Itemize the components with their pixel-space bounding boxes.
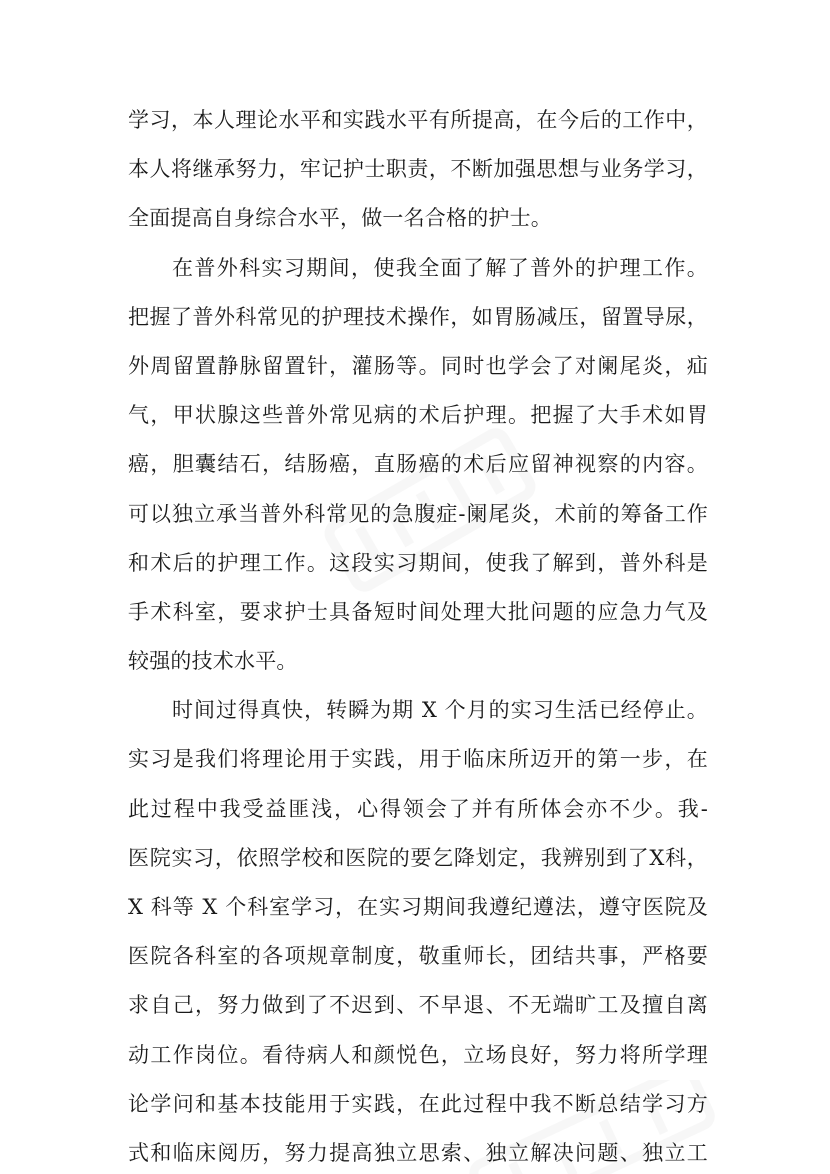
text-line: 式和临床阅历，努力提高独立思索、独立解决问题、独立工 [128, 1140, 708, 1165]
paragraph-1 [128, 96, 708, 244]
text-line: 可以独立承当普外科常见的急腹症-阑尾炎，术前的筹备工作 [128, 501, 708, 526]
text-line: 手术科室，要求护士具备短时间处理大批问题的应急力气及 [128, 599, 708, 624]
text-line: 时间过得真快，转瞬为期 X 个月的实习生活已经停止。 [172, 698, 708, 723]
text-line: X 科等 X 个科室学习，在实习期间我遵纪遵法，遵守医院及 [128, 895, 708, 919]
text-line: 动工作岗位。看待病人和颜悦色，立场良好，努力将所学理 [128, 1042, 708, 1067]
text-line: 把握了普外科常见的护理技术操作，如胃肠减压，留置导尿， [128, 304, 708, 329]
paragraph-2 [128, 244, 708, 687]
paragraph-3 [128, 686, 708, 1174]
text-line: 学习，本人理论水平和实践水平有所提高，在今后的工作中， [128, 108, 708, 132]
text-line: 和术后的护理工作。这段实习期间，使我了解到，普外科是 [128, 550, 708, 575]
text-line: 在普外科实习期间，使我全面了解了普外的护理工作。 [172, 255, 708, 280]
text-line: 医院各科室的各项规章制度，敬重师长，团结共事，严格要 [128, 944, 708, 969]
text-line: 较强的技术水平。 [128, 649, 298, 674]
text-line: 实习是我们将理论用于实践，用于临床所迈开的第一步，在 [128, 747, 708, 772]
text-line: 医院实习，依照学校和医院的要乞降划定，我辨别到了X科， [128, 845, 708, 870]
text-line: 此过程中我受益匪浅，心得领会了并有所体会亦不少。我- [128, 796, 708, 821]
text-line: 全面提高自身综合水平，做一名合格的护士。 [128, 206, 552, 231]
text-line: 论学问和基本技能用于实践，在此过程中我不断总结学习方 [128, 1091, 708, 1116]
text-line: 本人将继承努力，牢记护士职责，不断加强思想与业务学习， [128, 157, 708, 182]
document-body [128, 96, 708, 1174]
text-line: 气，甲状腺这些普外常见病的术后护理。把握了大手术如胃 [128, 403, 708, 428]
text-line: 癌，胆囊结石，结肠癌，直肠癌的术后应留神视察的内容。 [128, 452, 708, 477]
text-line: 求自己，努力做到了不迟到、不早退、不无端旷工及擅自离 [128, 993, 708, 1018]
text-line: 外周留置静脉留置针，灌肠等。同时也学会了对阑尾炎，疝 [128, 353, 708, 378]
